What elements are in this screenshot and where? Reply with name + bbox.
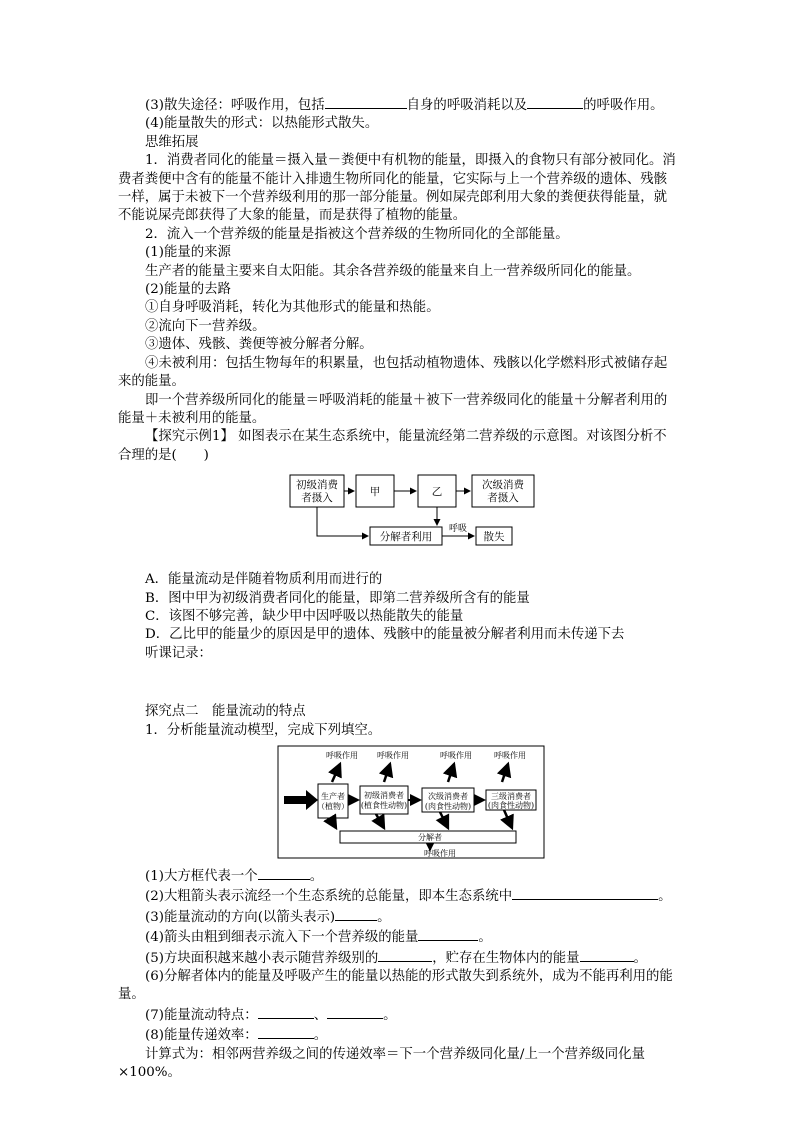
label-lost: 散失 bbox=[483, 531, 505, 544]
big-input-arrow bbox=[284, 790, 318, 810]
resp-label-3: 呼吸作用 bbox=[440, 750, 472, 760]
text-line: 2．流入一个营养级的能量是指被这个营养级的生物所同化的全部能量。 bbox=[145, 226, 569, 242]
fill-blank[interactable] bbox=[378, 948, 432, 962]
text-line: (3)散失途径：呼吸作用，包括 自身的呼吸消耗以及 的呼吸作用。 bbox=[118, 95, 678, 115]
tertiary-label-2: (肉食性动物) bbox=[487, 800, 535, 810]
text-line: 生产者的能量主要来自太阳能。其余各营养级的能量来自上一营养级所同化的能量。 bbox=[145, 263, 641, 279]
primary-label-2: (植食性动物) bbox=[360, 800, 408, 810]
box-producer bbox=[318, 784, 348, 818]
fill-line-2: (2)大粗箭头表示流经一个生态系统的总能量，即本生态系统中 。 bbox=[118, 886, 678, 906]
resp-label-2: 呼吸作用 bbox=[377, 750, 409, 760]
question-1: 1．分析能量流动模型，完成下列填空。 bbox=[145, 722, 382, 738]
option-a: A．能量流动是伴随着物质利用而进行的 bbox=[145, 572, 383, 588]
fill-blank[interactable] bbox=[258, 1025, 314, 1039]
fill-line-5: (5)方块面积越来越小表示随营养级别的 ，贮存在生物体内的能量 。 bbox=[118, 948, 678, 968]
diagram-2-svg bbox=[118, 744, 678, 860]
paragraph: 即一个营养级所同化的能量＝呼吸消耗的能量＋被下一营养级同化的能量＋分解者利用的能量＋未被利用的能量。 bbox=[118, 392, 668, 426]
paragraph: 1．消费者同化的能量＝摄入量－粪便中有机物的能量，即摄入的食物只有部分被同化。消费者粪便中含有的能量不能计入排遗生物所同化的能量，它实际与上一个营养级的遗体、残骸一样，属于未被下一个营养级利用的那一部分能量。例如屎壳郎利用大象的粪便获得能量，就不能说屎壳郎获得了大象的能量，而是获得了植物的能量。 bbox=[118, 153, 676, 224]
text-line: (1)能量的来源 bbox=[145, 245, 231, 261]
option-b: B．图中甲为初级消费者同化的能量，即第二营养级所含有的能量 bbox=[145, 590, 530, 606]
producer-label-2: （植物） bbox=[317, 801, 349, 811]
label-consumer-intake-1: 初级消费 bbox=[296, 479, 338, 492]
fill-line-7: (7)能量流动特点： 、 。 bbox=[118, 1005, 678, 1025]
text-line: ③遗体、残骸、粪便等被分解者分解。 bbox=[145, 337, 373, 353]
text-line: ①自身呼吸消耗，转化为其他形式的能量和热能。 bbox=[145, 300, 440, 316]
energy-flow-diagram-1 bbox=[118, 471, 678, 571]
text-line: ②流向下一营养级。 bbox=[145, 318, 266, 334]
fill-line-1: (1)大方框代表一个 。 bbox=[118, 866, 678, 886]
fill-blank[interactable] bbox=[335, 907, 377, 921]
secondary-label-1: 次级消费者 bbox=[428, 791, 468, 801]
tertiary-label-1: 三级消费者 bbox=[491, 791, 531, 801]
label-secondary-intake-2: 者摄入 bbox=[487, 492, 519, 505]
example-question: 【探究示例1】 如图表示在某生态系统中，能量流经第二营养级的示意图。对该图分析不合理的是( ) bbox=[118, 429, 667, 463]
fill-line-6: (6)分解者体内的能量及呼吸产生的能量以热能的形式散失到系统外，成为不能再利用的能量。 bbox=[118, 969, 673, 1003]
fill-blank[interactable] bbox=[258, 866, 310, 880]
fill-line-4: (4)箭头由粗到细表示流入下一个营养级的能量 。 bbox=[118, 927, 678, 947]
fill-blank[interactable] bbox=[325, 95, 407, 109]
label-secondary-intake-1: 次级消费 bbox=[482, 479, 524, 492]
fill-blank[interactable] bbox=[327, 1005, 383, 1019]
resp-label-1: 呼吸作用 bbox=[326, 750, 358, 760]
fill-line-3: (3)能量流动的方向(以箭头表示) 。 bbox=[118, 907, 678, 927]
secondary-label-2: (肉食性动物) bbox=[424, 801, 472, 811]
fill-blank[interactable] bbox=[512, 886, 658, 900]
resp-label-4: 呼吸作用 bbox=[494, 750, 526, 760]
paragraph: ④未被利用：包括生物每年的积累量，也包括动植物遗体、残骸以化学燃料形式被储存起来的能量。 bbox=[118, 355, 668, 390]
text-line: (4)能量散失的形式：以热能形式散失。 bbox=[145, 116, 379, 132]
label-decomposer: 分解者利用 bbox=[379, 531, 433, 544]
energy-flow-model-diagram bbox=[118, 744, 678, 860]
option-d: D．乙比甲的能量少的原因是甲的遗体、残骸中的能量被分解者利用而未传递下去 bbox=[145, 627, 625, 643]
option-c: C．该图不够完善，缺少甲中因呼吸以热能散失的能量 bbox=[145, 608, 464, 624]
resp-label-bottom: 呼吸作用 bbox=[424, 848, 456, 858]
primary-label-1: 初级消费者 bbox=[364, 790, 404, 800]
diagram-1-svg bbox=[118, 471, 678, 571]
text-line: (2)能量的去路 bbox=[145, 282, 231, 298]
producer-label-1: 生产者 bbox=[321, 791, 345, 801]
notes-label: 听课记录： bbox=[145, 645, 212, 661]
calc-formula: 计算式为：相邻两营养级之间的传递效率＝下一个营养级同化量/上一个营养级同化量×100%。 bbox=[118, 1046, 645, 1081]
fill-blank[interactable] bbox=[580, 948, 634, 962]
fill-line-8: (8)能量传递效率： 。 bbox=[118, 1025, 678, 1045]
section-heading-2: 探究点二 能量流动的特点 bbox=[145, 704, 306, 720]
label-jia: 甲 bbox=[369, 486, 381, 499]
label-yi: 乙 bbox=[431, 486, 443, 499]
fill-blank[interactable] bbox=[527, 95, 583, 109]
label-consumer-intake-2: 者摄入 bbox=[301, 492, 333, 505]
fill-blank[interactable] bbox=[418, 927, 478, 941]
section-heading: 思维拓展 bbox=[145, 134, 199, 150]
decomposer-label: 分解者 bbox=[418, 832, 442, 842]
document-page bbox=[118, 95, 678, 1082]
fill-blank[interactable] bbox=[258, 1005, 314, 1019]
label-respiration: 呼吸 bbox=[448, 524, 468, 535]
